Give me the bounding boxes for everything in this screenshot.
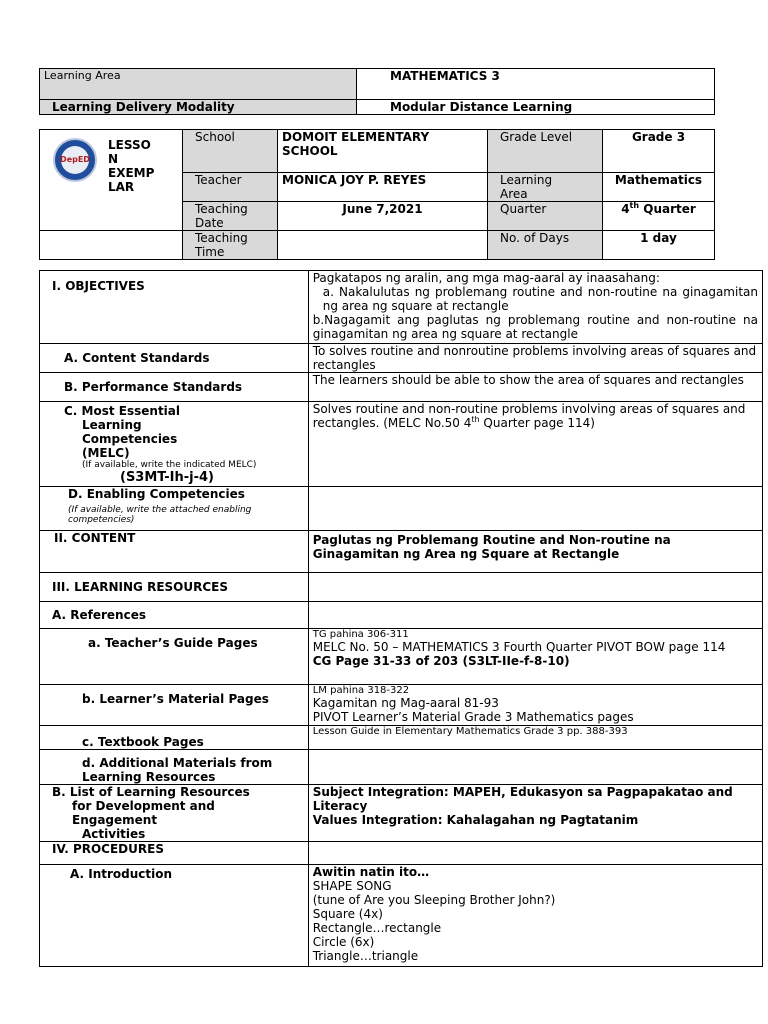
info-table <box>39 129 715 260</box>
learning-area-value: MATHEMATICS 3 <box>357 69 715 100</box>
list-value <box>308 785 762 842</box>
enabling-note: (If available, write the attached enabling competencies) <box>68 505 252 525</box>
introduction-label: A. Introduction <box>40 865 309 967</box>
melc-label <box>40 402 309 487</box>
performance-standards-label: B. Performance Standards <box>40 373 309 402</box>
days-value: 1 day <box>603 231 715 260</box>
intro-line: Rectangle…rectangle <box>312 921 442 935</box>
melc-line: C. Most Essential <box>64 404 181 418</box>
empty-cell <box>40 231 183 260</box>
intro-line: Triangle…triangle <box>312 949 419 963</box>
school-value: DOMOIT ELEMENTARY SCHOOL <box>278 130 488 173</box>
textbook-label: c. Textbook Pages <box>40 726 309 750</box>
tg-line: CG Page 31-33 of 203 (S3LT-IIe-f-8-10) <box>312 654 570 668</box>
modality-label: Learning Delivery Modality <box>40 100 357 115</box>
days-label: No. of Days <box>488 231 603 260</box>
area-label: Learning Area <box>488 173 603 202</box>
date-label: Teaching Date <box>183 202 278 231</box>
quarter-label: Quarter <box>488 202 603 231</box>
additional-line: d. Additional Materials from <box>82 756 273 770</box>
lm-label: b. Learner’s Material Pages <box>40 685 309 726</box>
intro-line: Circle (6x) <box>312 935 375 949</box>
references-label: A. References <box>40 602 309 629</box>
quarter-value <box>603 202 715 231</box>
procedures-value <box>308 842 762 865</box>
resources-label: III. LEARNING RESOURCES <box>40 573 309 602</box>
school-label: School <box>183 130 278 173</box>
additional-value <box>308 750 762 785</box>
melc-line: (MELC) <box>82 446 130 460</box>
subject-integration: Subject Integration: MAPEH, Edukasyon sa Pagpapakatao and Literacy <box>312 785 733 813</box>
time-label: Teaching Time <box>183 231 278 260</box>
list-label <box>40 785 309 842</box>
content-standards-value: To solves routine and nonroutine problems involving areas of squares and rectangles <box>308 344 762 373</box>
enabling-title: D. Enabling Competencies <box>68 487 245 501</box>
objectives-value <box>308 271 762 344</box>
intro-line: (tune of Are you Sleeping Brother John?) <box>312 893 556 907</box>
intro-line: SHAPE SONG <box>312 879 392 893</box>
deped-logo <box>53 138 97 182</box>
tg-label: a. Teacher’s Guide Pages <box>40 629 309 685</box>
objectives-label: I. OBJECTIVES <box>40 271 309 344</box>
melc-value <box>308 402 762 487</box>
additional-line: Learning Resources <box>82 770 216 784</box>
list-line: for Development and <box>72 799 215 813</box>
lm-value <box>308 685 762 726</box>
grade-value: Grade 3 <box>603 130 715 173</box>
introduction-value <box>308 865 762 967</box>
teacher-label: Teacher <box>183 173 278 202</box>
content-value: Paglutas ng Problemang Routine and Non-routine na Ginagamitan ng Area ng Square at Rectangle <box>308 531 762 573</box>
tg-line: TG pahina 306-311 <box>312 629 409 640</box>
time-value <box>278 231 488 260</box>
performance-standards-value: The learners should be able to show the area of squares and rectangles <box>308 373 762 402</box>
textbook-value: Lesson Guide in Elementary Mathematics Grade 3 pp. 388-393 <box>308 726 762 750</box>
grade-label: Grade Level <box>488 130 603 173</box>
logo-text: DepED <box>60 155 90 164</box>
melc-line: Learning <box>82 418 142 432</box>
resources-value <box>308 573 762 602</box>
melc-value-b: Quarter page 114) <box>479 416 595 430</box>
enabling-label <box>40 487 309 531</box>
content-standards-label: A. Content Standards <box>40 344 309 373</box>
procedures-label: IV. PROCEDURES <box>40 842 309 865</box>
exemplar-line: LAR <box>108 180 135 194</box>
teacher-value: MONICA JOY P. REYES <box>278 173 488 202</box>
content-label: II. CONTENT <box>40 531 309 573</box>
melc-value-a: Solves routine and non-routine problems involving areas of squares and rectangles. (MELC No.50 4 <box>312 402 746 430</box>
objective-b: b.Nagagamit ang paglutas ng problemang routine and non-routine na ginagamitan ng area ng square at rectangle <box>312 313 758 341</box>
melc-line: Competencies <box>82 432 178 446</box>
enabling-value <box>308 487 762 531</box>
quarter-num: 4 <box>621 202 630 216</box>
intro-line: Square (4x) <box>312 907 383 921</box>
additional-label <box>40 750 309 785</box>
list-line: B. List of Learning Resources <box>52 785 250 799</box>
quarter-word: Quarter <box>639 202 696 216</box>
learning-area-label: Learning Area <box>40 69 357 100</box>
lm-line: Kagamitan ng Mag-aaral 81-93 <box>312 696 499 710</box>
tg-value <box>308 629 762 685</box>
date-value: June 7,2021 <box>278 202 488 231</box>
lesson-exemplar-title <box>108 138 154 194</box>
list-line: Engagement <box>72 813 158 827</box>
references-value <box>308 602 762 629</box>
exemplar-line: EXEMP <box>108 166 155 180</box>
plan-table <box>39 270 763 967</box>
modality-value: Modular Distance Learning <box>357 100 715 115</box>
tg-line: MELC No. 50 – MATHEMATICS 3 Fourth Quarter PIVOT BOW page 114 <box>312 640 726 654</box>
logo-cell <box>40 130 183 231</box>
exemplar-line: N <box>108 152 119 166</box>
objectives-intro: Pagkatapos ng aralin, ang mga mag-aaral ay inaasahang: <box>312 271 660 285</box>
header-table <box>39 68 715 115</box>
melc-value-sup: th <box>471 415 480 424</box>
exemplar-line: LESSO <box>108 138 151 152</box>
melc-note: (If available, write the indicated MELC) <box>82 460 257 470</box>
lm-line: LM pahina 318-322 <box>312 685 410 696</box>
lm-line: PIVOT Learner’s Material Grade 3 Mathematics pages <box>312 710 634 724</box>
values-integration: Values Integration: Kahalagahan ng Pagtatanim <box>312 813 639 827</box>
intro-line: Awitin natin ito… <box>312 865 430 879</box>
objective-a: a. Nakalulutas ng problemang routine and non-routine na ginagamitan ng area ng square at rectangle <box>322 285 758 313</box>
melc-code: (S3MT-Ih-j-4) <box>120 470 214 485</box>
list-line: Activities <box>82 827 146 841</box>
quarter-sup: th <box>629 201 640 210</box>
area-value: Mathematics <box>603 173 715 202</box>
